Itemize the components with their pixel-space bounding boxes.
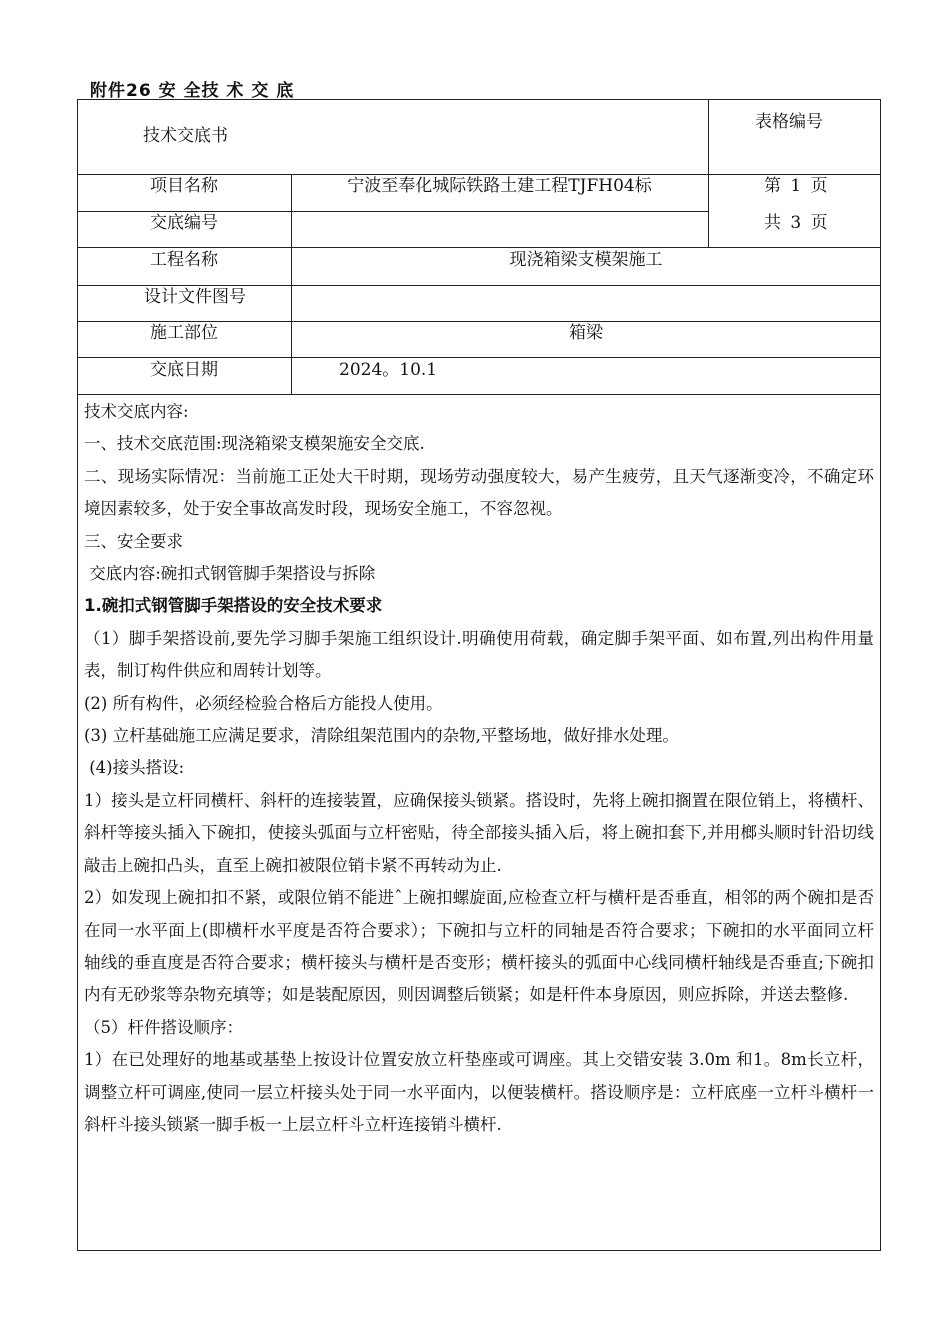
site-label: 施工部位 — [150, 323, 218, 343]
disclosure-content — [84, 396, 874, 1141]
page-current: 第 1 页 — [764, 176, 828, 196]
document-title: 附件26 安 全技 术 交 底 — [90, 81, 295, 101]
form-number-label: 表格编号 — [755, 112, 823, 132]
content-heading: 技术交底内容: — [84, 402, 189, 421]
requirement-item-1: （1）脚手架搭设前,要先学习脚手架施工组织设计.明确使用荷载，确定脚手架平面、如布置,列出构件用量表，制订构件供应和周转计划等。 — [84, 628, 874, 681]
requirement-item-4: (4)接头搭设: — [84, 758, 185, 778]
content-disclosure-subject: 交底内容:碗扣式钢管脚手架搭设与拆除 — [84, 564, 376, 584]
requirement-item-4-1: 1）接头是立杆同横杆、斜杆的连接装置，应确保接头锁紧。搭设时，先将上碗扣搁置在限位销上，将横杆、斜杆等接头插入下碗扣，使接头弧面与立杆密贴，待全部接头插入后，将上碗扣套下,并用榔头顺时针沿切线敲击上碗扣凸头，直至上碗扣被限位销卡紧不再转动为止. — [84, 790, 874, 875]
requirement-item-3: (3) 立杆基础施工应满足要求，清除组架范围内的杂物,平整场地，做好排水处理。 — [84, 726, 679, 746]
row-divider — [77, 285, 881, 286]
row-divider — [77, 211, 708, 212]
content-site-situation: 二、现场实际情况：当前施工正处大干时期，现场劳动强度较大，易产生疲劳，且天气逐渐变冷，不确定环境因素较多，处于安全事故高发时段，现场安全施工，不容忽视。 — [84, 466, 874, 519]
requirement-item-5: （5）杆件搭设顺序： — [84, 1017, 243, 1037]
column-divider — [291, 174, 292, 394]
date-value: 2024。10.1 — [339, 360, 438, 380]
column-divider — [708, 99, 709, 247]
work-name-value: 现浇箱梁支模架施工 — [509, 250, 663, 270]
row-divider — [77, 357, 881, 358]
work-name-label: 工程名称 — [150, 250, 218, 270]
design-document-label: 设计文件图号 — [144, 287, 246, 307]
disclosure-number-label: 交底编号 — [150, 213, 218, 233]
site-value: 箱梁 — [569, 323, 603, 343]
requirement-item-4-2: 2）如发现上碗扣扣不紧，或限位销不能进ˆ上碗扣螺旋面,应检查立杆与横杆是否垂直，相邻的两个碗扣是否在同一水平面上(即横杆水平度是否符合要求）；下碗扣与立杆的同轴是否符合要求；下碗扣的水平面同立杆轴线的垂直度是否符合要求；横杆接头与横杆是否变形；横杆接头的弧面中心线同横杆轴线是否垂直;下碗扣内有无砂浆等杂物充填等；如是装配原因，则因调整后锁紧；如是杆件本身原因，则应拆除，并送去整修. — [84, 888, 874, 1005]
content-scope: 一、技术交底范围:现浇箱梁支模架施安全交底. — [84, 434, 425, 454]
date-label: 交底日期 — [150, 360, 218, 380]
project-name-label: 项目名称 — [150, 176, 218, 196]
row-divider — [77, 247, 881, 248]
content-safety-requirements: 三、安全要求 — [84, 531, 183, 551]
project-name-value: 宁波至奉化城际铁路土建工程TJFH04标 — [347, 176, 652, 196]
row-divider — [77, 321, 881, 322]
page-total: 共 3 页 — [764, 213, 828, 233]
section-heading: 1.碗扣式钢管脚手架搭设的安全技术要求 — [84, 596, 383, 616]
requirement-item-2: (2) 所有构件，必须经检验合格后方能投人使用。 — [84, 693, 443, 713]
book-title: 技术交底书 — [143, 126, 228, 146]
row-divider — [77, 174, 881, 175]
row-divider — [77, 394, 881, 395]
requirement-item-5-1: 1）在已处理好的地基或基垫上按设计位置安放立杆垫座或可调座。其上交错安装 3.0m 和1。8m长立杆，调整立杆可调座,使同一层立杆接头处于同一水平面内，以便装横杆。搭设顺序是：立杆底座一立杆斗横杆一斜杆斗接头锁紧一脚手板一上层立杆斗立杆连接销斗横杆. — [84, 1050, 875, 1134]
